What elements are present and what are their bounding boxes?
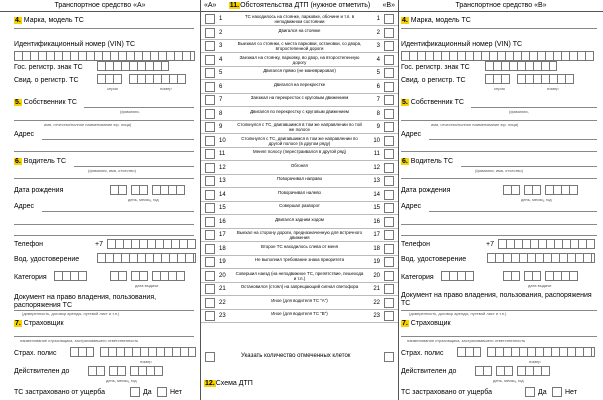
- circumstance-number-a: 7: [219, 97, 223, 103]
- circumstance-checkbox-b[interactable]: [384, 203, 394, 213]
- circumstance-number-b: 10: [373, 137, 380, 144]
- circumstance-checkbox-a[interactable]: [205, 217, 215, 227]
- circumstance-row: [201, 67, 398, 80]
- circumstances-column: [201, 0, 398, 400]
- issued-month-input-b[interactable]: [524, 271, 541, 281]
- circumstance-row: [201, 175, 398, 188]
- vehicle-a-header: Транспортное средство «А»: [0, 0, 200, 12]
- circumstance-number-a: 6: [219, 83, 223, 90]
- valid-year-input-a[interactable]: [130, 366, 163, 376]
- vin-input-b[interactable]: [401, 51, 594, 61]
- circumstance-number-a: 1: [219, 16, 223, 22]
- circumstance-number-a: 12: [219, 164, 226, 171]
- circumstance-row: [201, 121, 398, 134]
- policy-label-b: Страх. полис: [401, 350, 444, 357]
- license-input-b[interactable]: [487, 253, 595, 263]
- circumstance-checkbox-b[interactable]: [384, 176, 394, 186]
- circumstance-number-a: 19: [219, 259, 226, 265]
- circumstance-text: Иное (для водителя ТС "А"): [271, 297, 328, 303]
- owner-address-label-a: Адрес: [14, 131, 35, 138]
- circumstance-text: Столкнулся с ТС, двигавшимся в том же направлении по той же полосе: [237, 122, 362, 132]
- circumstance-text: Не выполнил требование знака приоритета: [254, 257, 345, 262]
- circumstance-checkbox-b[interactable]: [384, 298, 394, 308]
- circumstance-checkbox-b[interactable]: [384, 230, 394, 240]
- circumstance-text: ТС находилось на стоянке, парковке, обочине и т.п. в неподвижном состоянии: [244, 14, 355, 24]
- dob-month-input-b[interactable]: [524, 185, 541, 195]
- circumstance-number-a: 14: [219, 191, 226, 198]
- circumstance-text: Поворачивал налево: [278, 189, 321, 195]
- circumstance-checkbox-b[interactable]: [384, 95, 394, 105]
- valid-label-a: Действителен до: [14, 368, 70, 375]
- driver-label-a: 6. Водитель ТС: [15, 158, 66, 165]
- circumstance-number-b: 13: [373, 178, 380, 184]
- circumstance-row: [201, 216, 398, 229]
- circumstance-checkbox-a[interactable]: [205, 122, 215, 132]
- circumstance-number-b: 18: [373, 245, 380, 252]
- cert-series-input-b[interactable]: [485, 74, 510, 84]
- circumstance-number-b: 4: [376, 56, 380, 63]
- circumstance-checkbox-a[interactable]: [205, 28, 215, 38]
- driver-address-label-a: Адрес: [14, 203, 35, 210]
- policy-number-input-b[interactable]: [487, 347, 595, 357]
- issued-year-input-b[interactable]: [545, 271, 578, 281]
- license-label-a: Вод. удостоверение: [14, 256, 80, 263]
- circumstance-number-a: 10: [219, 137, 226, 144]
- circumstance-text: Двигался на перекрестке: [273, 81, 326, 87]
- vin-label-a: Идентификационный номер (VIN) ТС: [14, 41, 136, 48]
- circumstance-number-b: 8: [376, 110, 380, 117]
- circumstance-checkbox-b[interactable]: [384, 284, 394, 294]
- circumstance-number-a: 18: [219, 245, 226, 252]
- circumstance-number-a: 2: [219, 29, 223, 36]
- circumstance-checkbox-b[interactable]: [384, 14, 394, 24]
- circumstance-number-b: 7: [376, 97, 380, 103]
- circumstance-checkbox-b[interactable]: [384, 311, 394, 321]
- dob-year-input-a[interactable]: [152, 185, 185, 195]
- circumstance-number-b: 17: [373, 232, 380, 238]
- circumstance-checkbox-a[interactable]: [205, 136, 215, 146]
- reg-label-b: Гос. регистр. знак ТС: [401, 64, 470, 71]
- circumstance-row: [201, 108, 398, 121]
- category-input-b[interactable]: [441, 271, 474, 281]
- vehicle-b-column: Транспортное средство «В» 4. Марка, модель ТС Идентификационный номер (VIN) ТС Гос. регистр. знак ТС Свид. о регистр. ТС серия номер 5. Собственник ТС (фамилия, имя, отчество/полное наименование юр. лица) Адрес 6. Водитель ТС (фамилия, имя, отчество) Дата рождения день, месяц, год Адрес Телефон +7 Вод. удостоверение Категория дата выдачи Документ на право владения, пользования, распоряжения ТС (доверенность, договор аренды, путевой лист и т.п.) 7. Страховщик наименование страховщика, застраховавшего ответственность Страх. полис номер Действителен до день, месяц, год ТС застраховано от ущерба Да Нет: [398, 0, 603, 400]
- dob-year-input-b[interactable]: [545, 185, 578, 195]
- circumstance-row: [201, 202, 398, 215]
- circumstance-text: Заезжал на перекресток с круговым движением: [250, 95, 349, 100]
- valid-month-input-a[interactable]: [109, 366, 126, 376]
- circumstance-checkbox-a[interactable]: [205, 203, 215, 213]
- circumstance-number-a: 9: [219, 124, 223, 130]
- circumstance-row: [201, 27, 398, 40]
- circumstance-text: Заезжал на стоянку, парковку, во двор, на второстепенную дорогу: [239, 54, 360, 65]
- circumstance-checkbox-a[interactable]: [205, 257, 215, 267]
- phone-input-b[interactable]: [498, 239, 595, 249]
- dob-label-a: Дата рождения: [14, 187, 64, 194]
- circumstance-row: [201, 297, 398, 310]
- circumstance-checkbox-b[interactable]: [384, 136, 394, 146]
- circumstance-text: Двигался задним ходом: [275, 216, 324, 222]
- circumstance-text: Двигался по перекрестку с круговым движением: [250, 108, 349, 114]
- circumstance-checkbox-b[interactable]: [384, 163, 394, 173]
- circumstance-number-a: 21: [219, 286, 226, 292]
- cert-series-input-a[interactable]: [97, 74, 122, 84]
- circumstance-row: [201, 81, 398, 94]
- circumstance-text: Совершал разворот: [279, 203, 320, 208]
- category-label-a: Категория: [14, 274, 47, 281]
- insurer-label-b: 7. Страховщик: [402, 320, 451, 327]
- phone-label-b: Телефон: [401, 241, 431, 248]
- insured-label-b: ТС застраховано от ущерба: [401, 389, 493, 396]
- phone-input-a[interactable]: [107, 239, 196, 249]
- cert-label-a: Свид. о регистр. ТС: [14, 77, 79, 84]
- license-label-b: Вод. удостоверение: [401, 256, 467, 263]
- insured-yes-checkbox-b[interactable]: [525, 387, 535, 397]
- circumstance-number-b: 3: [376, 43, 380, 49]
- make-label-b: 4. Марка, модель ТС: [402, 17, 471, 24]
- policy-series-input-b[interactable]: [457, 347, 481, 357]
- policy-series-input-a[interactable]: [70, 347, 94, 357]
- count-box-b[interactable]: [384, 352, 394, 362]
- document-label-b: Документ на право владения, пользования, распоряжения ТС: [401, 292, 592, 307]
- circumstance-text: Выехал на сторону дороги, предназначенную для встречного движения: [236, 230, 363, 240]
- circumstance-row: [201, 13, 398, 26]
- circumstance-number-a: 16: [219, 218, 226, 225]
- valid-year-input-b[interactable]: [517, 366, 550, 376]
- cert-number-input-a[interactable]: [129, 74, 186, 84]
- circumstance-number-b: 6: [376, 83, 380, 90]
- circumstance-checkbox-a[interactable]: [205, 176, 215, 186]
- circumstance-number-b: 14: [373, 191, 380, 198]
- cert-label-b: Свид. о регистр. ТС: [401, 77, 466, 84]
- circumstance-checkbox-a[interactable]: [205, 41, 215, 51]
- circumstance-number-a: 3: [219, 43, 223, 49]
- circumstance-text: Поворачивал направо: [276, 176, 323, 181]
- circumstance-row: [201, 94, 398, 107]
- circumstance-text: Обгонял: [290, 162, 309, 168]
- valid-month-input-b[interactable]: [496, 366, 513, 376]
- circumstance-checkbox-a[interactable]: [205, 68, 215, 78]
- circumstance-number-b: 9: [376, 124, 380, 130]
- circumstance-number-a: 22: [219, 299, 226, 306]
- circumstance-checkbox-a[interactable]: [205, 284, 215, 294]
- circumstance-text: Второе ТС находилось слева от меня: [261, 243, 338, 249]
- scheme-label: 12.Схема ДТП: [205, 380, 253, 387]
- circumstance-checkbox-b[interactable]: [384, 217, 394, 227]
- make-label-a: 4. Марка, модель ТС: [15, 17, 84, 24]
- circumstance-number-b: 19: [373, 259, 380, 265]
- vin-label-b: Идентификационный номер (VIN) ТС: [401, 41, 523, 48]
- driver-label-b: 6. Водитель ТС: [402, 158, 453, 165]
- circumstance-text: Совершил наезд (на неподвижное ТС, препятствие, пешехода и т.п.): [235, 270, 364, 281]
- circumstance-number-b: 20: [373, 272, 380, 279]
- circumstance-checkbox-a[interactable]: [205, 298, 215, 308]
- circumstance-row: [201, 135, 398, 148]
- circumstance-row: [201, 283, 398, 296]
- circumstance-number-b: 21: [373, 286, 380, 292]
- issued-year-input-a[interactable]: [152, 271, 185, 281]
- issued-month-input-a[interactable]: [131, 271, 148, 281]
- policy-label-a: Страх. полис: [14, 350, 57, 357]
- insured-yes-checkbox-a[interactable]: [130, 387, 140, 397]
- circumstance-checkbox-a[interactable]: [205, 271, 215, 281]
- circumstance-number-b: 15: [373, 205, 380, 211]
- circumstance-number-a: 17: [219, 232, 226, 238]
- circumstance-checkbox-a[interactable]: [205, 14, 215, 24]
- circumstances-header: «А» 11.Обстоятельства ДТП (нужное отметить) «В»: [201, 0, 398, 12]
- valid-day-input-a[interactable]: [88, 366, 105, 376]
- circumstance-text: Столкнулся с ТС, двигавшимся в том же направлении по другой полосе (в другом ряду): [241, 135, 358, 146]
- circumstance-number-a: 11: [219, 151, 226, 157]
- circumstance-checkbox-a[interactable]: [205, 149, 215, 159]
- license-input-a[interactable]: [97, 253, 196, 263]
- circumstance-row: [201, 162, 398, 175]
- circumstance-checkbox-b[interactable]: [384, 149, 394, 159]
- policy-number-input-a[interactable]: [100, 347, 196, 357]
- circumstance-row: [201, 243, 398, 256]
- circumstance-number-b: 22: [373, 299, 380, 306]
- circumstance-checkbox-b[interactable]: [384, 109, 394, 119]
- circumstance-row: [201, 148, 398, 161]
- circumstance-number-b: 23: [373, 313, 380, 319]
- circumstance-number-a: 23: [219, 313, 226, 319]
- circumstance-number-a: 13: [219, 178, 226, 184]
- valid-label-b: Действителен до: [401, 368, 457, 375]
- circumstance-number-b: 11: [373, 151, 380, 157]
- circumstance-checkbox-a[interactable]: [205, 190, 215, 200]
- insurer-label-a: 7. Страховщик: [15, 320, 64, 327]
- circumstance-checkbox-a[interactable]: [205, 311, 215, 321]
- circumstance-row: [201, 310, 398, 323]
- owner-label-b: 5. Собственник ТС: [402, 99, 464, 106]
- document-label-a: Документ на право владения, пользования, распоряжения ТС: [14, 294, 157, 309]
- dob-label-b: Дата рождения: [401, 187, 451, 194]
- circumstance-text: Двигался на стоянке: [278, 27, 321, 33]
- circumstance-number-b: 12: [373, 164, 380, 171]
- circumstance-number-b: 5: [376, 70, 380, 76]
- circumstance-number-b: 2: [376, 29, 380, 36]
- circumstance-number-a: 4: [219, 56, 223, 63]
- dob-day-input-b[interactable]: [503, 185, 520, 195]
- circumstance-checkbox-b[interactable]: [384, 55, 394, 65]
- circumstance-checkbox-a[interactable]: [205, 163, 215, 173]
- circumstance-row: [201, 54, 398, 67]
- insured-no-checkbox-a[interactable]: [157, 387, 167, 397]
- cert-number-input-b[interactable]: [517, 74, 574, 84]
- circumstance-checkbox-b[interactable]: [384, 190, 394, 200]
- dob-month-input-a[interactable]: [131, 185, 148, 195]
- circumstance-text: Остановился (стоял) на запрещающий сигнал светофора: [240, 284, 359, 289]
- circumstance-checkbox-b[interactable]: [384, 122, 394, 132]
- insured-label-a: ТС застраховано от ущерба: [14, 389, 106, 396]
- valid-day-input-b[interactable]: [475, 366, 492, 376]
- circumstance-checkbox-b[interactable]: [384, 271, 394, 281]
- circumstance-number-a: 8: [219, 110, 223, 117]
- circumstance-checkbox-a[interactable]: [205, 95, 215, 105]
- insured-no-checkbox-b[interactable]: [552, 387, 562, 397]
- circumstance-row: [201, 256, 398, 269]
- circumstance-number-b: 16: [373, 218, 380, 225]
- count-label: Указать количество отмеченных клеток: [241, 353, 351, 359]
- owner-address-label-b: Адрес: [401, 131, 422, 138]
- circumstance-checkbox-b[interactable]: [384, 28, 394, 38]
- reg-label-a: Гос. регистр. знак ТС: [14, 64, 83, 71]
- issued-day-input-b[interactable]: [503, 271, 520, 281]
- circumstance-checkbox-a[interactable]: [205, 230, 215, 240]
- vehicle-b-header: Транспортное средство «В»: [399, 0, 603, 12]
- dob-day-input-a[interactable]: [110, 185, 127, 195]
- issued-day-input-a[interactable]: [110, 271, 127, 281]
- circumstance-number-a: 5: [219, 70, 223, 76]
- circumstance-checkbox-b[interactable]: [384, 244, 394, 254]
- circumstance-number-a: 15: [219, 205, 226, 211]
- category-label-b: Категория: [401, 274, 434, 281]
- vehicle-a-column: Транспортное средство «А» 4. Марка, модель ТС Идентификационный номер (VIN) ТС Гос. регистр. знак ТС Свид. о регистр. ТС серия номер 5. Собственник ТС (фамилия, имя, отчество/полное наименование юр. лица) Адрес 6. Водитель ТС (фамилия, имя, отчество) Дата рождения день, месяц, год Адрес Телефон +7 Вод. удостоверение Категория дата выдачи Документ на право владения, пользования, распоряжения ТС (доверенность, договор аренды, путевой лист и т.п.) 7. Страховщик наименование страховщика, застраховавшего ответственность Страх. полис номер Действителен до день, месяц, год ТС застраховано от ущерба Да Нет: [0, 0, 201, 400]
- circumstance-checkbox-b[interactable]: [384, 257, 394, 267]
- circumstance-checkbox-a[interactable]: [205, 244, 215, 254]
- circumstance-row: [201, 229, 398, 242]
- circumstance-row: [201, 40, 398, 53]
- vin-input-a[interactable]: [14, 51, 195, 61]
- phone-label-a: Телефон: [14, 241, 44, 248]
- reg-input-b[interactable]: [485, 61, 557, 71]
- category-input-a[interactable]: [54, 271, 87, 281]
- owner-label-a: 5. Собственник ТС: [15, 99, 77, 106]
- circumstance-text: Выезжал со стоянки, с места парковки, остановки, со двора, второстепенной дороги: [237, 41, 362, 51]
- circumstance-checkbox-b[interactable]: [384, 41, 394, 51]
- circumstance-text: Двигался прямо (не маневрировал): [263, 68, 336, 73]
- circumstance-number-b: 1: [376, 16, 380, 22]
- circumstance-checkbox-a[interactable]: [205, 82, 215, 92]
- circumstance-checkbox-b[interactable]: [384, 82, 394, 92]
- count-box-a[interactable]: [205, 352, 215, 362]
- circumstance-row: [201, 270, 398, 283]
- circumstance-row: [201, 189, 398, 202]
- reg-input-a[interactable]: [97, 61, 169, 71]
- circumstance-checkbox-a[interactable]: [205, 55, 215, 65]
- circumstance-checkbox-a[interactable]: [205, 109, 215, 119]
- circumstance-text: Иное (для водителя ТС "В"): [271, 311, 328, 316]
- circumstance-number-a: 20: [219, 272, 226, 279]
- circumstance-text: Менял полосу (перестраивался в другой ряд): [252, 149, 347, 154]
- driver-address-label-b: Адрес: [401, 203, 422, 210]
- circumstance-checkbox-b[interactable]: [384, 68, 394, 78]
